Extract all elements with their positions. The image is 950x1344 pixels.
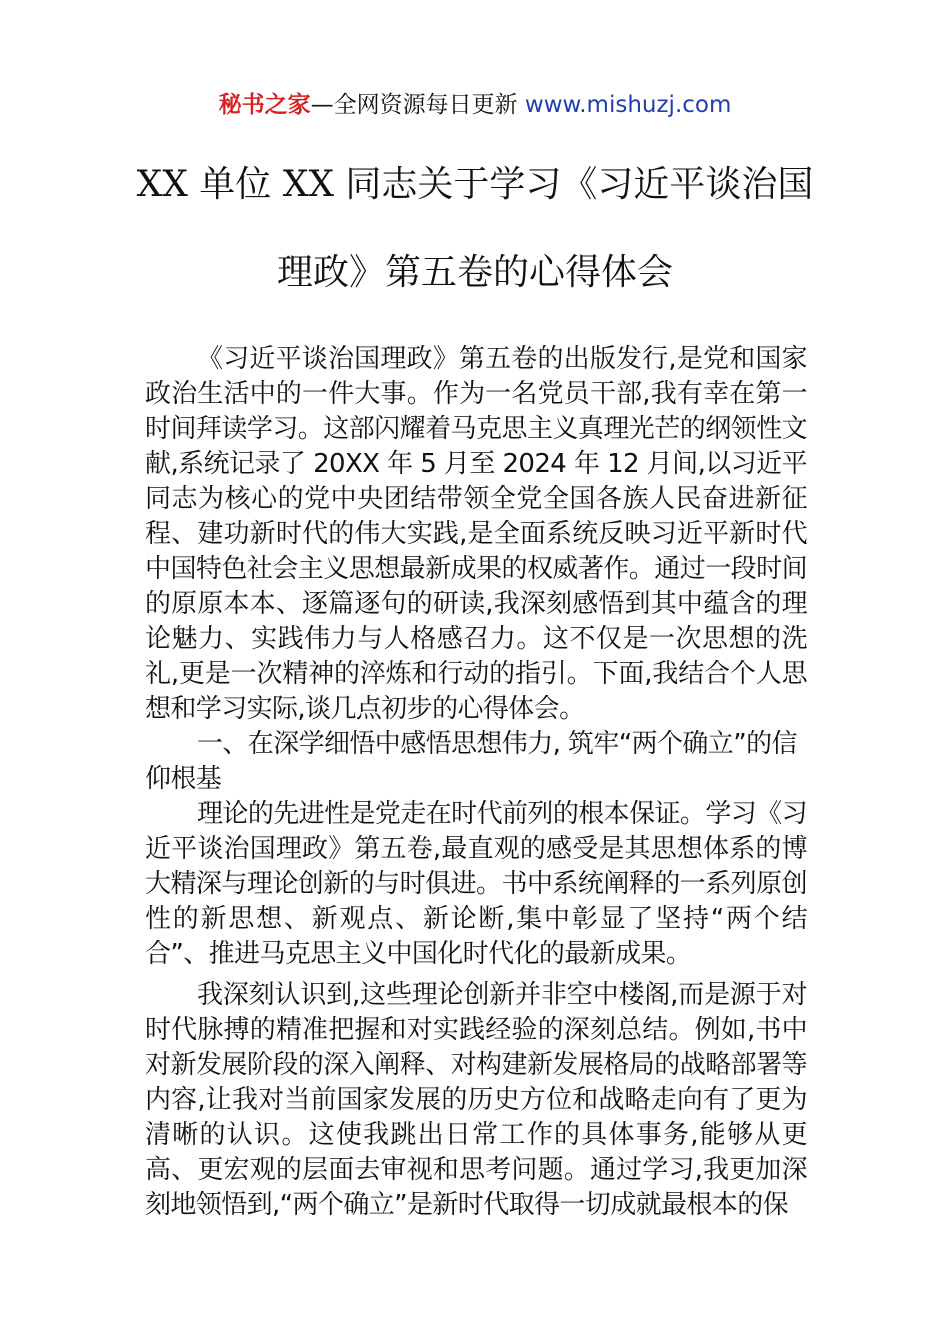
document-body [145,342,807,1223]
document-title [120,158,830,300]
paragraph-2: 理论的先进性是党走在时代前列的根本保证。学习《习近平谈治国理政》第五卷,最直观的感受是其思想体系的博大精深与理论创新的与时俱进。书中系统阐释的一系列原创性的新思想、新观点、新论断,集中彰显了坚持“两个结合”、推进马克思主义中国化时代化的最新成果。 [145,799,807,969]
section-heading-1: 一、在深学细悟中感悟思想伟力, 筑牢“两个确立”的信仰根基 [145,729,797,794]
banner-brand: 秘书之家 [218,92,311,118]
paragraph-intro: 《习近平谈治国理政》第五卷的出版发行,是党和国家政治生活中的一件大事。作为一名党员干部,我有幸在第一时间拜读学习。这部闪耀着马克思主义真理光芒的纲领性文献,系统记录了 20XX 年 5 月至 2024 年 12 月间,以习近平同志为核心的党中央团结带领全党全国各族人民奋进新征程、建功新时代的伟大实践,是全面系统反映习近平新时代中国特色社会主义思想最新成果的权威著作。通过一段时间的原原本本、逐篇逐句的研读,我深刻感悟到其中蕴含的理论魅力、实践伟力与人格感召力。这不仅是一次思想的洗礼,更是一次精神的淬炼和行动的指引。下面,我结合个人思想和学习实际,谈几点初步的心得体会。 [145,344,807,724]
paragraph-3: 我深刻认识到,这些理论创新并非空中楼阁,而是源于对时代脉搏的精准把握和对实践经验的深刻总结。例如,书中对新发展阶段的深入阐释、对构建新发展格局的战略部署等内容,让我对当前国家发展的历史方位和战略走向有了更为清晰的认识。这使我跳出日常工作的具体事务,能够从更高、更宏观的层面去审视和思考问题。通过学习,我更加深刻地领悟到,“两个确立”是新时代取得一切成就最根本的保 [145,980,807,1220]
banner-slogan: —全网资源每日更新 [310,92,525,118]
title-line-2: 理政》第五卷的心得体会 [276,252,673,293]
banner-url[interactable]: www.mishuzj.com [524,92,732,118]
site-banner [0,88,950,122]
title-line-1: XX 单位 XX 同志关于学习《习近平谈治国 [136,164,814,205]
